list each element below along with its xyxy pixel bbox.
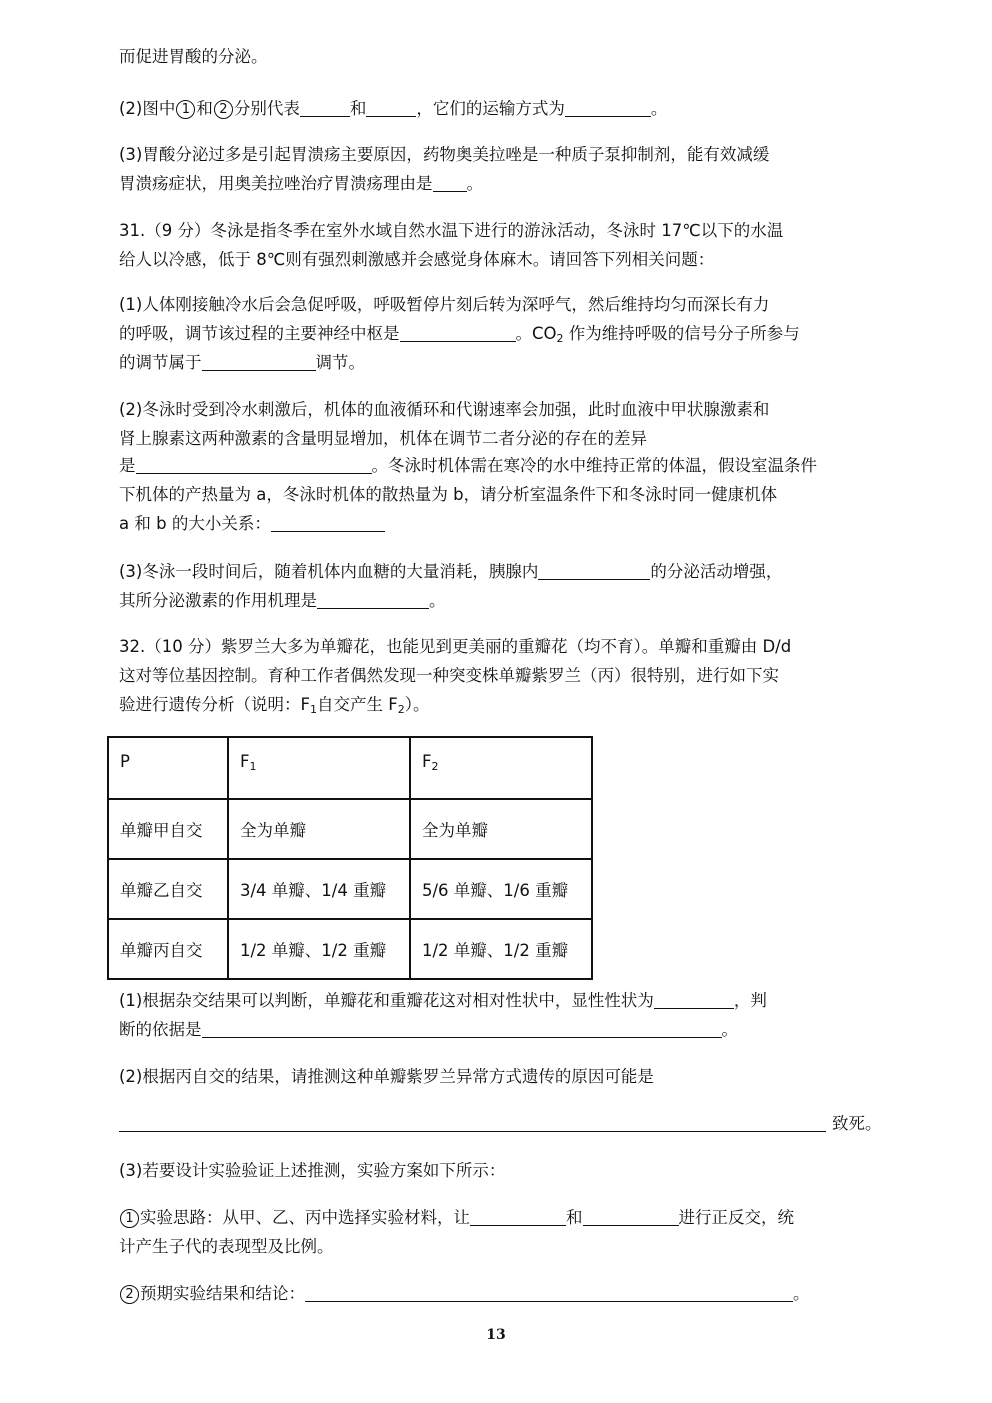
circled-number-2: 2	[214, 100, 233, 119]
circled-number-1: 1	[176, 100, 195, 119]
table-cell: 单瓣乙自交	[108, 859, 228, 919]
table-row	[108, 859, 592, 919]
answer-blank[interactable]	[271, 515, 385, 532]
question-32-2: (2)根据丙自交的结果，请推测这种单瓣紫罗兰异常方式遗传的原因可能是	[119, 1067, 654, 1086]
table-cell: 3/4 单瓣、1/4 重瓣	[228, 859, 410, 919]
text-line: a 和 b 的大小关系：	[119, 513, 385, 535]
table-cell: 全为单瓣	[410, 799, 592, 859]
table-cell: 5/6 单瓣、1/6 重瓣	[410, 859, 592, 919]
answer-blank-long[interactable]	[119, 1131, 826, 1132]
text-line: 1 实验思路：从甲、乙、丙中选择实验材料，让 和 进行正反交，统	[119, 1207, 794, 1229]
answer-blank[interactable]	[136, 457, 372, 474]
answer-blank[interactable]	[433, 175, 467, 192]
answer-blank[interactable]	[202, 354, 316, 371]
answer-blank[interactable]	[565, 100, 651, 117]
table-header-cell: P	[108, 737, 228, 799]
table-cell: 单瓣甲自交	[108, 799, 228, 859]
table-cell: 1/2 单瓣、1/2 重瓣	[410, 919, 592, 979]
table-header-row	[108, 737, 592, 799]
answer-blank[interactable]	[305, 1285, 793, 1302]
question-32-3: (3)若要设计实验验证上述推测，实验方案如下所示：	[119, 1161, 506, 1180]
table-cell: 全为单瓣	[228, 799, 410, 859]
answer-blank[interactable]	[654, 992, 734, 1009]
text-line: 是 。冬泳时机体需在寒冷的水中维持正常的体温，假设室温条件	[119, 456, 817, 475]
text-line: 胃溃疡症状，用奥美拉唑治疗胃溃疡理由是 。	[119, 174, 483, 193]
table-row	[108, 799, 592, 859]
circled-number-2: 2	[120, 1285, 139, 1304]
question-31-header: 31.（9 分）冬泳是指冬季在室外水域自然水温下进行的游泳活动，冬泳时 17℃以下的水温	[119, 221, 784, 240]
text-line: 其所分泌激素的作用机理是 。	[119, 591, 446, 610]
question-30-3: (3)胃酸分泌过多是引起胃溃疡主要原因，药物奥美拉唑是一种质子泵抑制剂，能有效减缓	[119, 145, 770, 164]
question-32-header: 32.（10 分）紫罗兰大多为单瓣花，也能见到更美丽的重瓣花（均不育）。单瓣和重瓣由 D/d	[119, 637, 792, 656]
text-line: 而促进胃酸的分泌。	[119, 47, 268, 66]
question-30-2: (2)图中 1 和 2 分别代表 和 ，它们的运输方式为 。	[119, 99, 668, 118]
question-31-2: (2)冬泳时受到冷水刺激后，机体的血液循环和代谢速率会加强，此时血液中甲状腺激素和	[119, 400, 770, 419]
table-cell: 单瓣丙自交	[108, 919, 228, 979]
table-cell: 1/2 单瓣、1/2 重瓣	[228, 919, 410, 979]
text-line: 下机体的产热量为 a，冬泳时机体的散热量为 b，请分析室温条件下和冬泳时同一健康机体	[119, 485, 778, 504]
circled-number-1: 1	[120, 1209, 139, 1228]
answer-blank[interactable]	[538, 563, 650, 580]
question-32-1: (1)根据杂交结果可以判断，单瓣花和重瓣花这对相对性状中，显性性状为 ，判	[119, 991, 767, 1010]
question-31-3: (3)冬泳一段时间后，随着机体内血糖的大量消耗，胰腺内 的分泌活动增强，	[119, 562, 783, 581]
text-line: 致死。	[832, 1114, 882, 1133]
text-line: 验进行遗传分析（说明：$F_1$自交产生 $F_2$）。	[119, 695, 430, 716]
text-line: 2 预期实验结果和结论： 。	[119, 1283, 810, 1305]
cross-results-table	[107, 736, 593, 980]
text-line: 的调节属于 调节。	[119, 353, 365, 372]
table-header-cell: $F_1$	[228, 737, 410, 799]
page-number: 13	[486, 1327, 506, 1343]
answer-blank[interactable]	[470, 1209, 566, 1226]
table-row	[108, 919, 592, 979]
answer-blank[interactable]	[583, 1209, 679, 1226]
text-line: 给人以冷感，低于 8℃则有强烈刺激感并会感觉身体麻木。请回答下列相关问题：	[119, 250, 715, 269]
answer-blank[interactable]	[202, 1021, 722, 1038]
text-line: 肾上腺素这两种激素的含量明显增加，机体在调节二者分泌的存在的差异	[119, 429, 647, 448]
answer-blank[interactable]	[366, 100, 416, 117]
text-line: 断的依据是 。	[119, 1020, 738, 1039]
text-line: 计产生子代的表现型及比例。	[119, 1237, 334, 1256]
table-header-cell: $F_2$	[410, 737, 592, 799]
answer-blank[interactable]	[317, 592, 429, 609]
question-31-1: (1)人体刚接触冷水后会急促呼吸，呼吸暂停片刻后转为深呼气，然后维持均匀而深长有力	[119, 295, 770, 314]
answer-blank[interactable]	[400, 325, 516, 342]
text-line: 的呼吸，调节该过程的主要神经中枢是 。$CO_2$ 作为维持呼吸的信号分子所参与	[119, 324, 800, 345]
text-line: 这对等位基因控制。育种工作者偶然发现一种突变株单瓣紫罗兰（丙）很特别，进行如下实	[119, 666, 779, 685]
answer-blank[interactable]	[300, 100, 350, 117]
